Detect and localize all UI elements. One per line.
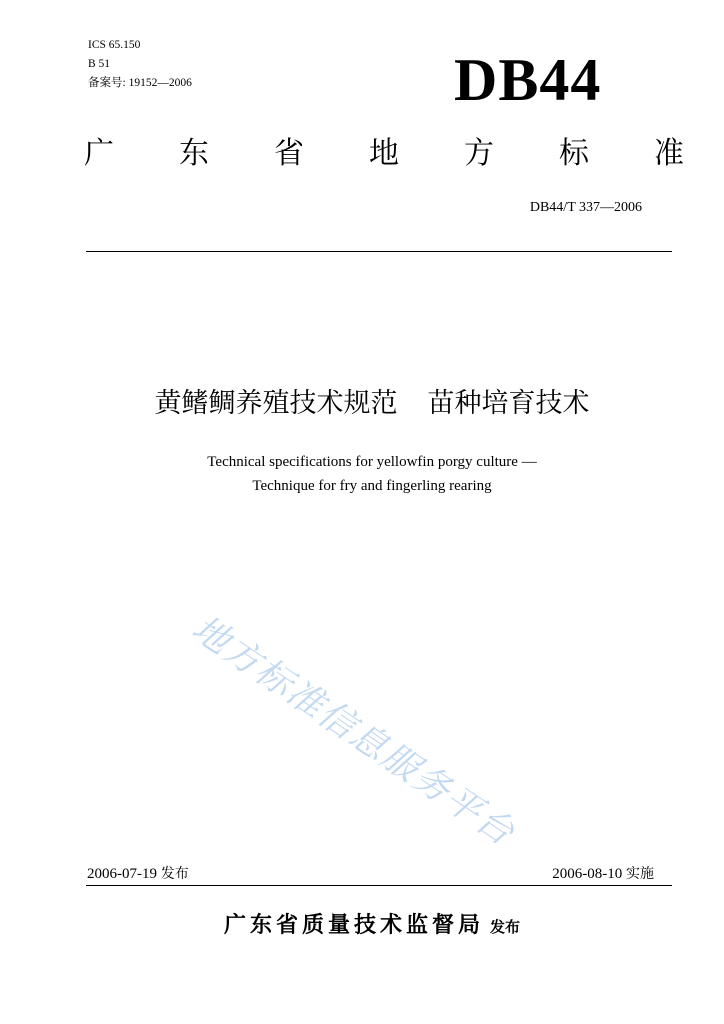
standard-type-heading: [84, 134, 684, 174]
chinese-title-main: 黄鳍鲷养殖技术规范: [154, 388, 398, 419]
implementation-date-value: 2006-08-10: [552, 866, 623, 882]
ics-code: ICS 65.150: [88, 39, 141, 51]
standard-type-char: 标: [559, 136, 589, 171]
filing-number: 备案号: 19152—2006: [88, 77, 192, 89]
english-title: [0, 450, 724, 498]
english-title-line-2: Technique for fry and fingerling rearing: [252, 478, 492, 494]
standard-type-char: 地: [369, 136, 399, 171]
implementation-date: [552, 864, 654, 884]
issuing-authority: [0, 908, 724, 939]
watermark: 地方标准信息服务平台: [184, 607, 523, 855]
chinese-title-sub: 苗种培育技术: [427, 388, 590, 419]
standard-type-char: 东: [179, 136, 209, 171]
ccs-code: B 51: [88, 58, 111, 70]
english-title-line-1: Technical specifications for yellowfin porgy culture —: [207, 454, 537, 470]
standard-type-char: 广: [84, 136, 114, 171]
standard-type-char: 准: [654, 136, 684, 171]
issue-date-label: 发布: [160, 866, 189, 882]
issue-date-value: 2006-07-19: [87, 866, 157, 882]
top-divider: [86, 251, 672, 252]
bottom-divider: [86, 885, 672, 886]
issuing-authority-name: 广东省质量技术监督局: [223, 913, 484, 938]
issue-date: [87, 864, 189, 884]
issuing-authority-action: 发布: [490, 918, 521, 936]
implementation-date-label: 实施: [626, 866, 654, 882]
standard-type-char: 方: [464, 136, 494, 171]
standard-type-char: 省: [274, 136, 304, 171]
chinese-title: [0, 384, 724, 424]
standard-number: DB44/T 337—2006: [529, 200, 642, 215]
classification-block: [88, 36, 192, 93]
db-logo: DB44: [454, 47, 602, 113]
